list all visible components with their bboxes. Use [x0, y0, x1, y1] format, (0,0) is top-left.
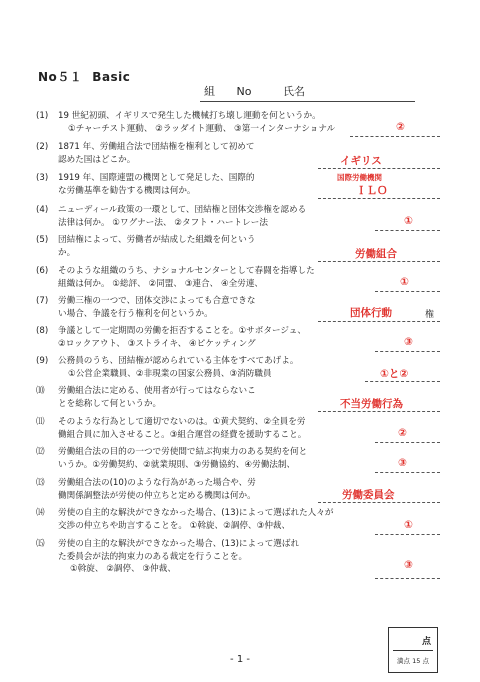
answer-line-4	[375, 230, 440, 231]
worksheet-number: No５１	[38, 70, 83, 84]
full-marks: 満点 15 点	[397, 657, 429, 665]
answer-line-9	[365, 381, 440, 382]
answer-11: ②	[398, 427, 407, 439]
answer-1: ②	[396, 121, 405, 133]
answer-14: ①	[404, 519, 413, 531]
answer-6: ①	[400, 276, 409, 288]
page-number: - 1 -	[230, 654, 250, 665]
number-label: No	[236, 85, 252, 98]
answer-12: ③	[398, 457, 407, 469]
answer-line-5	[318, 261, 440, 262]
answer-5: 労働組合	[355, 248, 397, 260]
class-label: 組	[204, 85, 215, 98]
answer-line-8	[375, 351, 440, 352]
answer-line-1	[350, 136, 440, 137]
answer-line-10	[318, 411, 440, 412]
answer-10: 不当労働行為	[340, 398, 403, 410]
score-unit: 点	[421, 637, 431, 647]
name-label: 氏名	[282, 85, 305, 98]
answer-7: 団体行動	[350, 307, 392, 319]
answer-line-3	[318, 198, 440, 199]
answer-3: ＩＬＯ	[356, 185, 388, 197]
worksheet-title	[38, 68, 130, 85]
worksheet-page: No５１ Basic 組 No 氏名 (1) 19 世紀初頭、イギリスで発生した機械打ち壊し運動を何というか。 ①チャーチスト運動、 ②ラッダイト運動、 ③第一インターナショナル ② (2) 1871 年、労働組合法で団結権を権利として初めて 認めた国はどこか。 イギリス (3) 1919 年、国際連盟の機関として発足した、国際的 な労働基準を勧告する機関は何か。 国際労働機関 ＩＬＯ (4) ニューディール政策の一環として、団結権と団体交渉権を認める 法律は何か。 ①ワグナー法、 ②タフト・ハートレー法 ① (5) 団結権によって、労働者が結成した組織を何という か。 労働組合 (6) そのような組織のうち、ナショナルセンターとして春闘を指導した 組織は何か。 ①総評、 ②同盟、 ③連合、 ④全労連、 ① (7) 労働三権の一つで、団体交渉によっても合意できな い場合、争議を行う権利を何というか。 団体行動 権 (8) 争議として一定期間の労働を拒否することを。①サボタージュ、 ②ロックアウト、 ③ストライキ、 ④ピケッティング ③ (9) 公務員のうち、団結権が認められている主体をすべてあげよ。 ①公営企業職員、②非現業の国家公務員、③消防職員 ①と② ⑽ 労働組合法に定める、使用者が行ってはならないこ とを総称して何というか。 不当労働行為 ⑾ そのような行為として適切でないのは。①黄犬契約、②全員を労 働組合員に加入させること。③組合運営の経費を援助すること。 ② ⑿ 労働組合法の目的の一つで労使間で結ぶ拘束力のある契約を何と いうか。①労働契約、②就業規則、③労働協約、④労働法制、 ③ ⒀ 労働組合法の(10)のような行為があった場合や、労 働関係調整法が労使の仲立ちと定める機関は何か。 労働委員会 ⒁ 労使の自主的な解決ができなかった場合、(13)によって選ばれた人々が 交渉の仲立ちや助言することを。 ①斡旋、②調停、③仲裁、 ① ⒂ 労使の自主的な解決ができなかった場合、(13)によって選ばれ た委員会が法的拘束力のある裁定を行うことを。 ①斡旋、 ②調停、 ③仲裁、 ③ 点 満点 15 点 - 1 -	[0, 0, 480, 682]
answer-3-note: 国際労働機関	[337, 173, 382, 182]
name-header	[200, 83, 415, 102]
answer-4: ①	[404, 215, 413, 227]
answer-line-6	[375, 291, 440, 292]
answer-line-13	[318, 502, 440, 503]
answer-9: ①と②	[380, 368, 409, 380]
answer-8: ③	[404, 336, 413, 348]
score-divider	[393, 650, 433, 651]
answer-7-suffix: 権	[425, 310, 435, 320]
answer-15: ③	[404, 559, 413, 571]
answer-line-14	[375, 534, 440, 535]
answer-line-11	[375, 442, 440, 443]
score-box	[388, 627, 438, 673]
answer-line-2	[318, 168, 440, 169]
answer-13: 労働委員会	[342, 489, 395, 501]
worksheet-level: Basic	[92, 70, 131, 84]
answer-line-12	[375, 472, 440, 473]
answer-line-15	[375, 578, 440, 579]
answer-2: イギリス	[340, 155, 382, 167]
answer-line-7	[318, 321, 440, 322]
